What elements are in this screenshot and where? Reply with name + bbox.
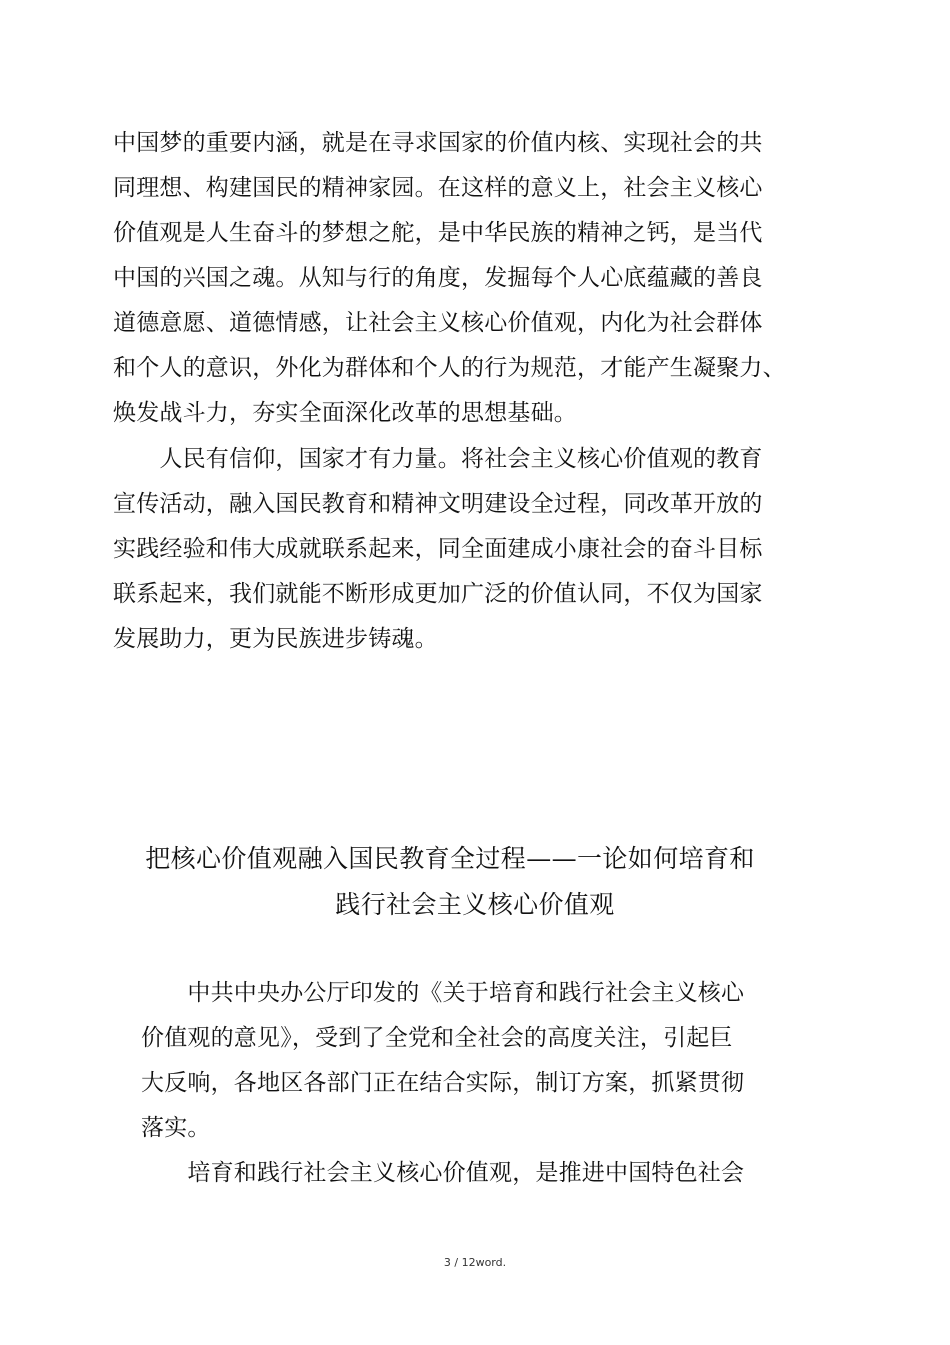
text-line: 培育和践行社会主义核心价值观，是推进中国特色社会 — [141, 1160, 745, 1186]
text-line: 中国梦的重要内涵，就是在寻求国家的价值内核、实现社会的共 — [113, 130, 763, 156]
body-paragraph-1 — [113, 121, 786, 436]
text-line: 和个人的意识，外化为群体和个人的行为规范，才能产生凝聚力、 — [113, 355, 786, 381]
title-line: 践行社会主义核心价值观 — [335, 890, 615, 919]
text-line: 中国的兴国之魂。从知与行的角度，发掘每个人心底蕴藏的善良 — [113, 265, 763, 291]
text-line: 联系起来，我们就能不断形成更加广泛的价值认同，不仅为国家 — [113, 581, 763, 607]
text-line: 人民有信仰，国家才有力量。将社会主义核心价值观的教育 — [113, 446, 763, 472]
text-line: 宣传活动，融入国民教育和精神文明建设全过程，同改革开放的 — [113, 491, 763, 517]
title-line: 把核心价值观融入国民教育全过程——一论如何培育和 — [145, 844, 755, 873]
body-paragraph-2 — [113, 437, 763, 662]
text-line: 价值观是人生奋斗的梦想之舵，是中华民族的精神之钙，是当代 — [113, 220, 763, 246]
text-line: 同理想、构建国民的精神家园。在这样的意义上，社会主义核心 — [113, 175, 763, 201]
text-line: 价值观的意见》，受到了全党和全社会的高度关注，引起巨 — [141, 1025, 733, 1051]
text-line: 实践经验和伟大成就联系起来，同全面建成小康社会的奋斗目标 — [113, 536, 763, 562]
article-title — [0, 836, 950, 928]
body-paragraph-4 — [141, 1151, 744, 1196]
text-line: 大反响，各地区各部门正在结合实际，制订方案，抓紧贯彻 — [141, 1070, 745, 1096]
text-line: 焕发战斗力，夯实全面深化改革的思想基础。 — [113, 400, 577, 426]
page-number-footer: 3 / 12word. — [443, 1256, 507, 1269]
body-paragraph-3 — [141, 971, 744, 1151]
text-line: 道德意愿、道德情感，让社会主义核心价值观，内化为社会群体 — [113, 310, 763, 336]
text-line: 落实。 — [141, 1115, 211, 1141]
text-line: 发展助力，更为民族进步铸魂。 — [113, 626, 438, 652]
text-line: 中共中央办公厅印发的《关于培育和践行社会主义核心 — [141, 980, 745, 1006]
